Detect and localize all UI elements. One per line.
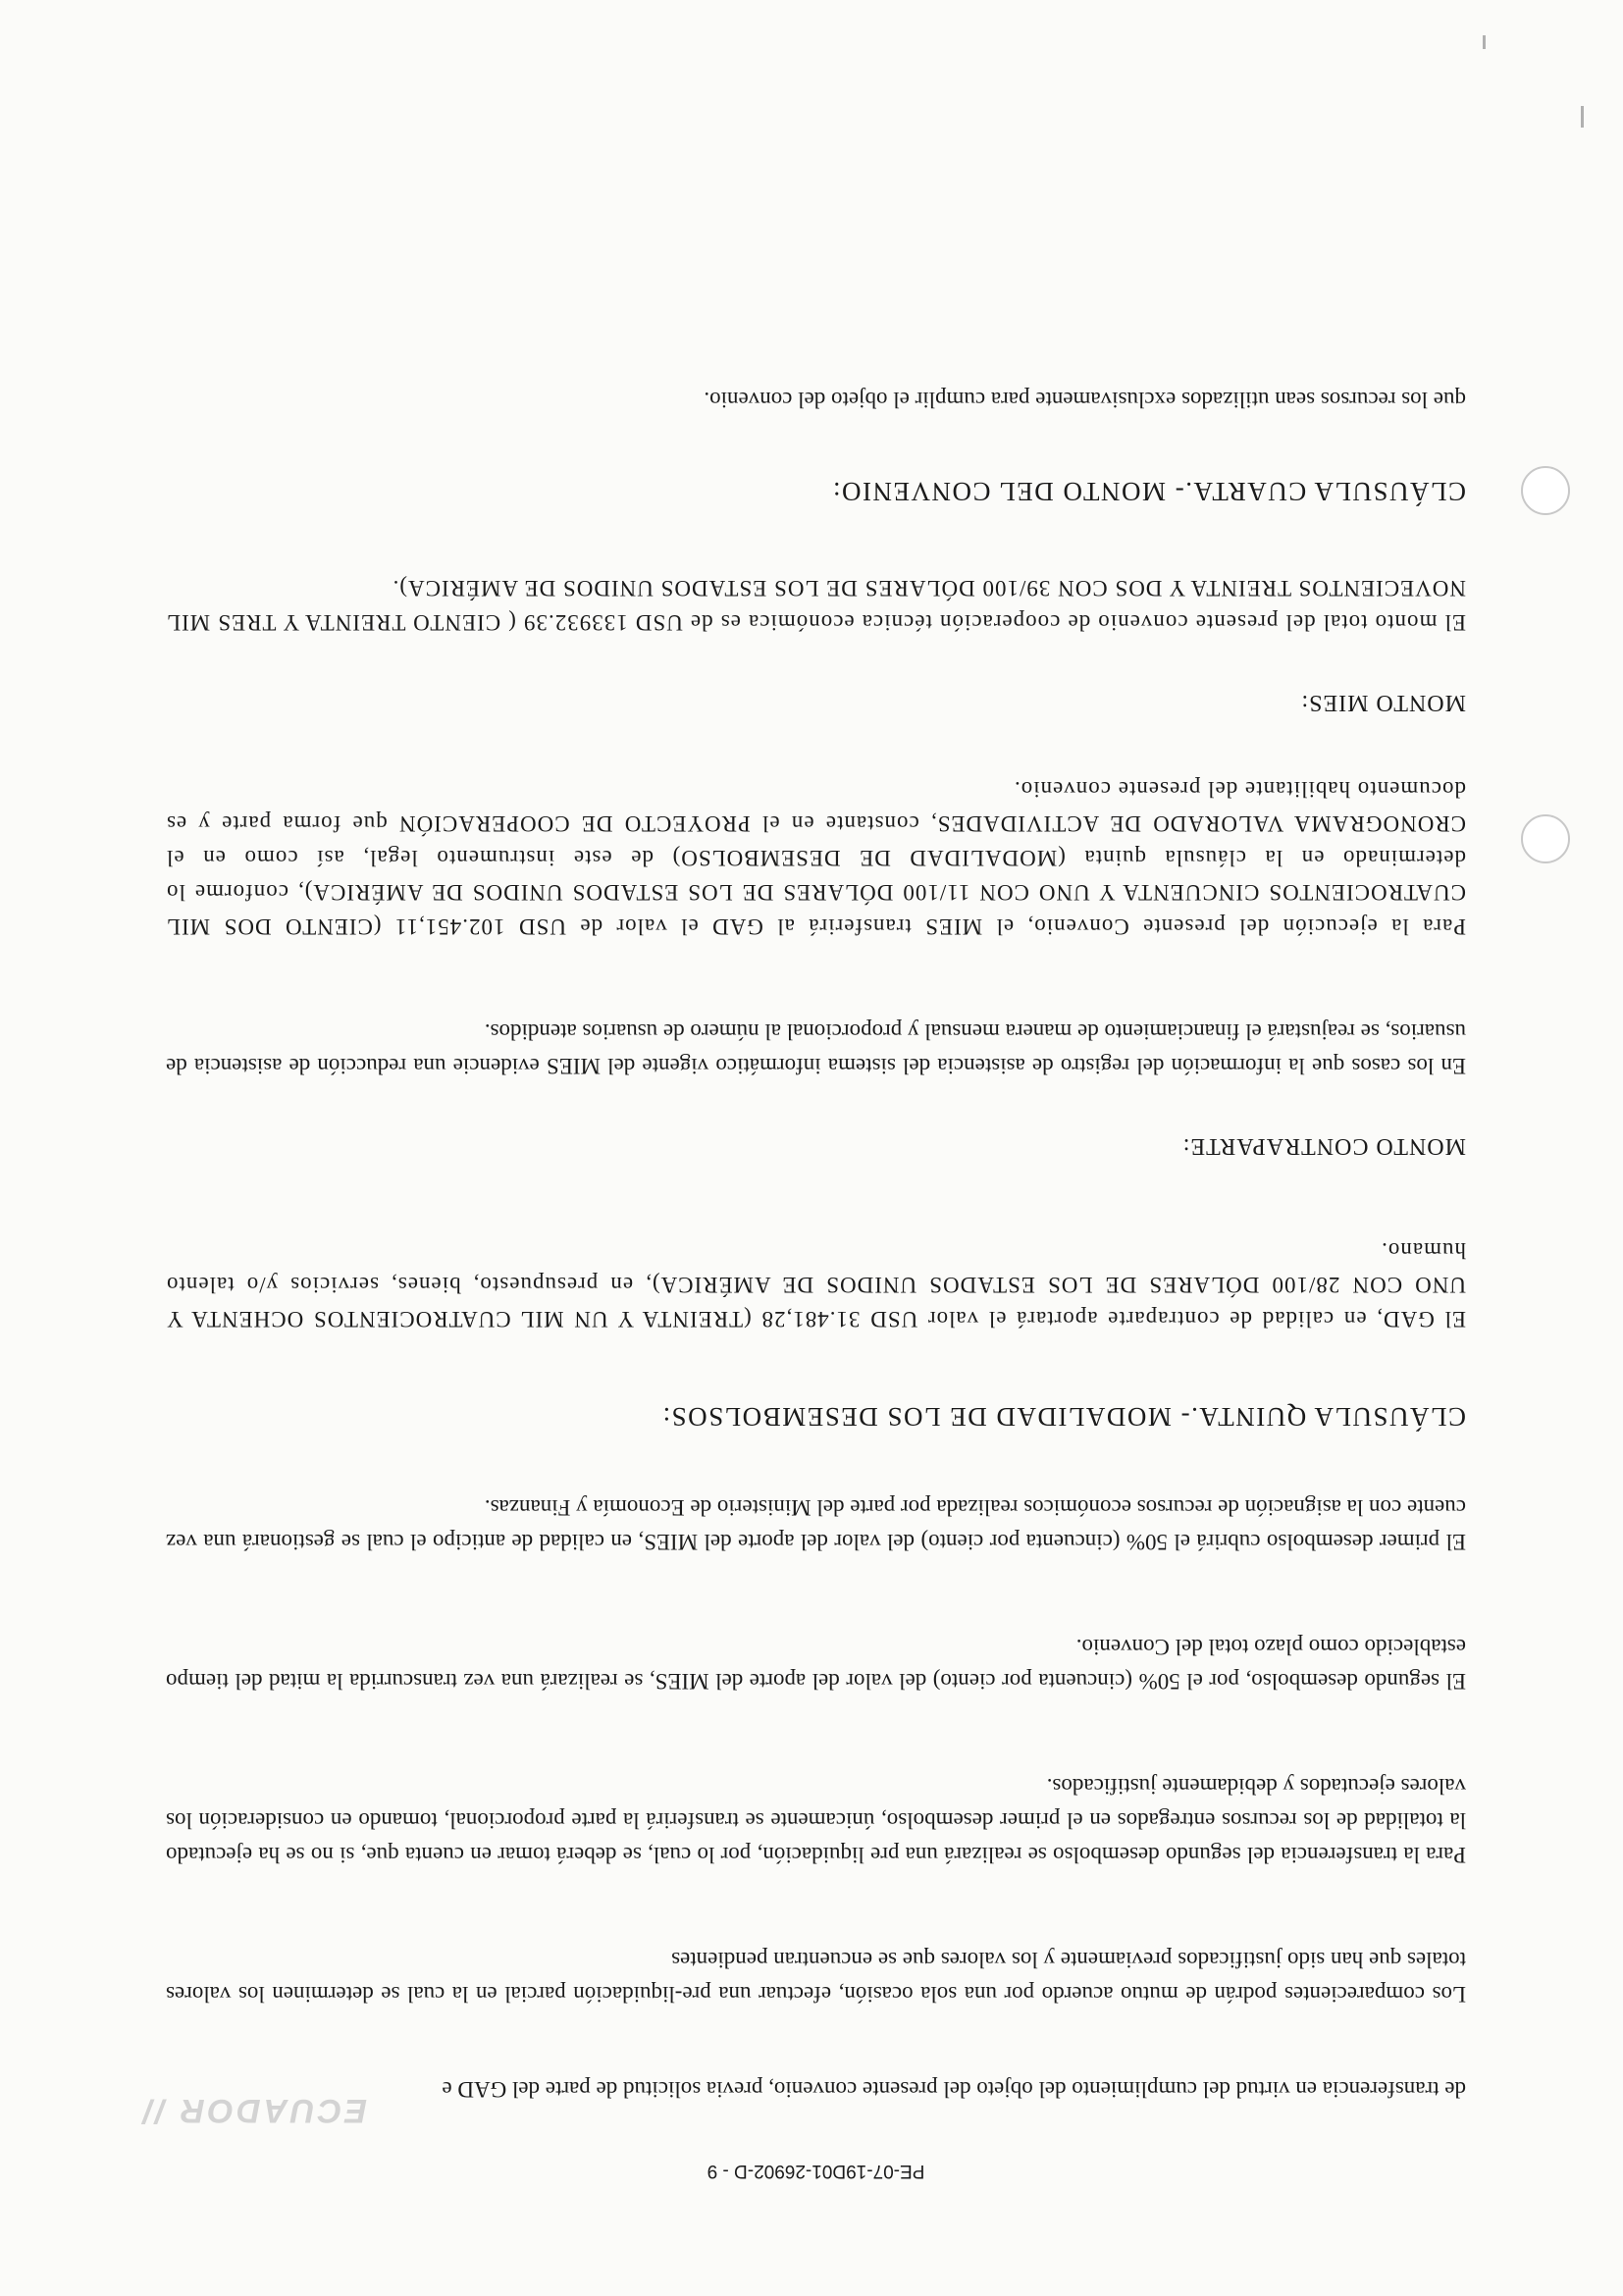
paragraph: Los comparecientes podrán de mutuo acuerdo por una sola ocasión, efectuar una pre-liquidación parcial en la cual se determinen los valores totales que han sido justificados previamente y los valores que se encuentran pendientes: [166, 1948, 1466, 2007]
section-heading: MONTO MIES:: [1300, 690, 1466, 715]
section-heading: CLÁUSULA QUINTA.- MODALIDAD DE LOS DESEMBOLSOS:: [661, 1402, 1466, 1432]
scan-mark: [1581, 106, 1584, 128]
punch-hole: [1521, 814, 1570, 863]
header-code: PE-07-19D01-26902-D - 9: [707, 2161, 925, 2181]
stamp-ecuador: ECUADOR //: [140, 2092, 367, 2129]
scan-mark: [1483, 35, 1486, 49]
paragraph: Para la transferencia del segundo desembolso se realizará una pre liquidación, por lo cual, se deberá tomar en cuenta que, si no se ha ejecutado la totalidad de los recursos entregados en el primer desembolso, únicamente se transferirá la parte proporcional, tomando en consideración los valores ejecutados y debidamente justificados.: [166, 1774, 1466, 1867]
paragraph: El monto total del presente convenio de cooperación técnica económica es de USD 133932.39 ( CIENTO TREINTA Y TRES MIL NOVECIENTOS TREINTA Y DOS CON 39/100 DÓLARES DE LOS ESTADOS UNIDOS DE AMÉRICA).: [166, 576, 1466, 635]
paragraph: que los recursos sean utilizados exclusivamente para cumplir el objeto del convenio.: [704, 388, 1466, 412]
document-body: [166, 312, 1466, 2188]
section-heading: CLÁUSULA CUARTA.- MONTO DEL CONVENIO:: [831, 477, 1466, 506]
paragraph: Para la ejecución del presente Convenio, el MIES transferirá al GAD el valor de USD 102.451,11 (CIENTO DOS MIL CUATROCIENTOS CINCUENTA Y UNO CON 11/100 DÓLARES DE LOS ESTADOS UNIDOS DE AMÉRICA), conforme lo determinado en la cláusula quinta (MODALIDAD DE DESEMBOLSO) de este instrumento legal, así como en el CRONOGRAMA VALORADO DE ACTIVIDADES, constante en el PROYECTO DE COOPERACIÓN que forma parte y es documento habilitante del presente convenio.: [166, 777, 1466, 939]
section-heading: MONTO CONTRAPARTE:: [1181, 1133, 1466, 1159]
paragraph: de transferencia en virtud del cumplimiento del objeto del presente convenio, previa solicitud de parte del GAD e: [442, 2077, 1466, 2102]
paragraph: En los casos que la información del registro de asistencia del sistema informático vigente del MIES evidencie una reducción de asistencia de usuarios, se reajustará el financiamiento de manera mensual y proporcional al número de usuarios atendidos.: [166, 1019, 1466, 1078]
paragraph: El GAD, en calidad de contraparte aportará el valor USD 31.481,28 (TREINTA Y UN MIL CUATROCIENTOS OCHENTA Y UNO CON 28/100 DÓLARES DE LOS ESTADOS UNIDOS DE AMÉRICA), en presupuesto, bienes, servicios y/o talento humano.: [166, 1238, 1466, 1331]
paragraph: El primer desembolso cubrirá el 50% (cincuenta por ciento) del valor del aporte del MIES, en calidad de anticipo el cual se gestionará una vez cuente con la asignación de recursos económicos realizada por parte del Ministerio de Economía y Finanzas.: [166, 1495, 1466, 1554]
paragraph: El segundo desembolso, por el 50% (cincuenta por ciento) del valor del aporte del MIES, se realizará una vez transcurrida la mitad del tiempo establecido como plazo total del Convenio.: [166, 1635, 1466, 1694]
punch-hole: [1521, 466, 1570, 515]
